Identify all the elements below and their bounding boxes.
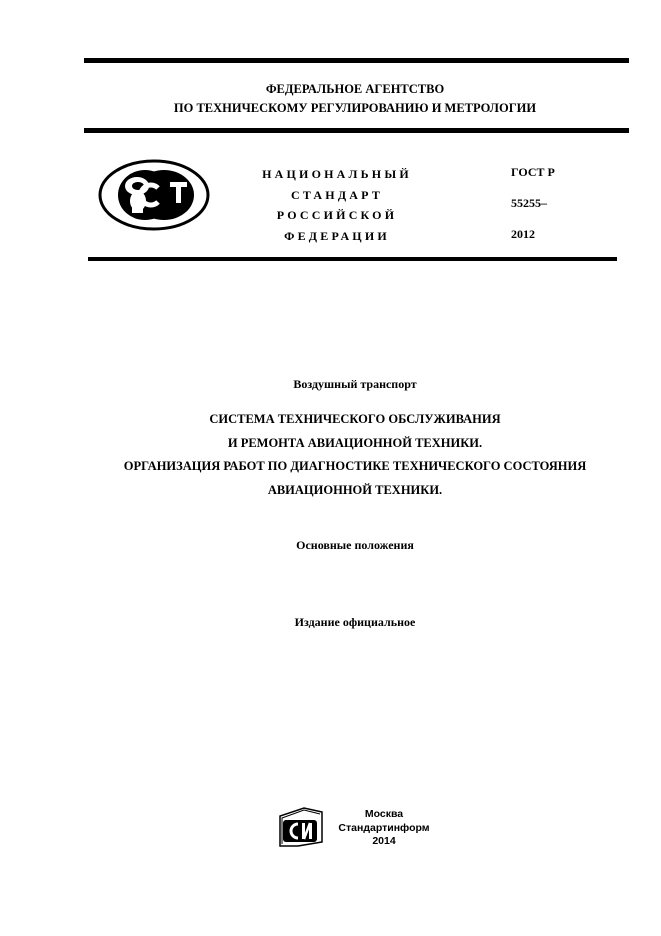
rst-logo-icon [98, 159, 210, 231]
standard-type-line-4: ФЕДЕРАЦИИ [284, 228, 390, 243]
publisher-year: 2014 [372, 835, 396, 847]
standard-rule [88, 257, 617, 261]
standard-type-line-2: СТАНДАРТ [290, 187, 384, 202]
standard-type [247, 164, 427, 246]
top-rule [84, 58, 629, 63]
title-line-1: СИСТЕМА ТЕХНИЧЕСКОГО ОБСЛУЖИВАНИЯ [209, 412, 501, 426]
title-line-4: АВИАЦИОННОЙ ТЕХНИКИ. [267, 482, 443, 497]
publisher-info [336, 808, 432, 849]
document-title [40, 408, 661, 502]
title-line-2: И РЕМОНТА АВИАЦИОННОЙ ТЕХНИКИ. [227, 435, 483, 450]
gost-year: 2012 [511, 227, 535, 241]
standartinform-logo-icon [278, 806, 326, 848]
agency-line-1: ФЕДЕРАЛЬНОЕ АГЕНТСТВО [265, 82, 445, 96]
title-line-3: ОРГАНИЗАЦИЯ РАБОТ ПО ДИАГНОСТИКЕ ТЕХНИЧЕСКОГО СОСТОЯНИЯ [123, 459, 587, 473]
agency-rule [84, 128, 629, 133]
standard-type-line-1: НАЦИОНАЛЬНЫЙ [262, 167, 412, 181]
edition-note: Издание официальное [294, 615, 416, 629]
document-basics: Основные положения [296, 538, 414, 552]
publisher-name: Стандартинформ [338, 821, 430, 834]
gost-label: ГОСТ Р [511, 165, 555, 179]
agency-name [90, 80, 620, 118]
agency-line-2: ПО ТЕХНИЧЕСКОМУ РЕГУЛИРОВАНИЮ И МЕТРОЛОГИИ [173, 101, 537, 115]
gost-designation [511, 164, 555, 257]
document-subject: Воздушный транспорт [293, 377, 417, 391]
standard-type-line-3: РОССИЙСКОЙ [276, 208, 398, 222]
gost-number: 55255– [511, 196, 547, 210]
publisher-city: Москва [364, 808, 404, 820]
